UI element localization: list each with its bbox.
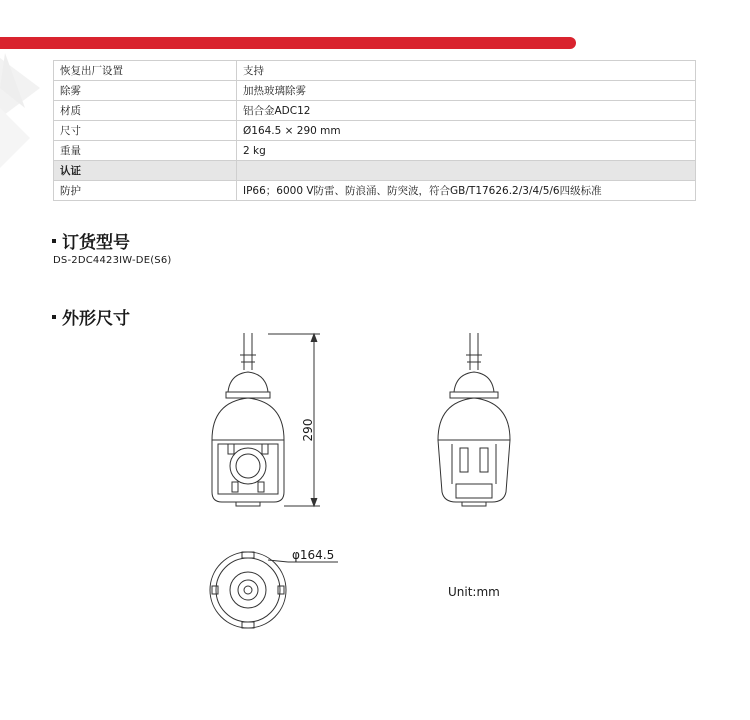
spec-key: 重量 — [54, 141, 237, 161]
model-number: DS-2DC4423IW-DE(S6) — [53, 255, 172, 266]
table-row — [54, 81, 696, 101]
unit-label: Unit:mm — [448, 585, 500, 599]
background-decoration — [0, 48, 60, 178]
spec-key: 防护 — [54, 181, 237, 201]
dimensions-heading — [52, 304, 130, 329]
bullet-icon — [52, 315, 56, 319]
table-row — [54, 181, 696, 201]
table-row — [54, 141, 696, 161]
height-dimension — [268, 334, 320, 506]
spec-key: 材质 — [54, 101, 237, 121]
table-row — [54, 61, 696, 81]
diameter-label: φ164.5 — [292, 548, 335, 562]
spec-value: IP66；6000 V防雷、防浪涌、防突波，符合GB/T17626.2/3/4/5/6四级标准 — [237, 181, 696, 201]
order-heading-text: 订货型号 — [62, 233, 130, 253]
diameter-dimension — [268, 560, 338, 562]
table-row — [54, 101, 696, 121]
camera-top-view — [210, 552, 286, 628]
table-section-row — [54, 161, 696, 181]
spec-value: 2 kg — [237, 141, 696, 161]
spec-value: 铝合金ADC12 — [237, 101, 696, 121]
spec-key: 尺寸 — [54, 121, 237, 141]
spec-key: 恢复出厂设置 — [54, 61, 237, 81]
spec-value — [237, 161, 696, 181]
camera-front-view — [212, 333, 284, 506]
spec-value: Ø164.5 × 290 mm — [237, 121, 696, 141]
camera-side-view — [438, 333, 510, 506]
section-label: 认证 — [54, 161, 237, 181]
header-accent-bar — [0, 37, 576, 49]
height-label: 290 — [301, 418, 315, 442]
table-row — [54, 121, 696, 141]
order-heading — [52, 228, 130, 253]
spec-value: 支持 — [237, 61, 696, 81]
bullet-icon — [52, 239, 56, 243]
spec-value: 加热玻璃除雾 — [237, 81, 696, 101]
spec-key: 除雾 — [54, 81, 237, 101]
dimensions-heading-text: 外形尺寸 — [62, 309, 130, 329]
spec-table — [53, 60, 696, 201]
